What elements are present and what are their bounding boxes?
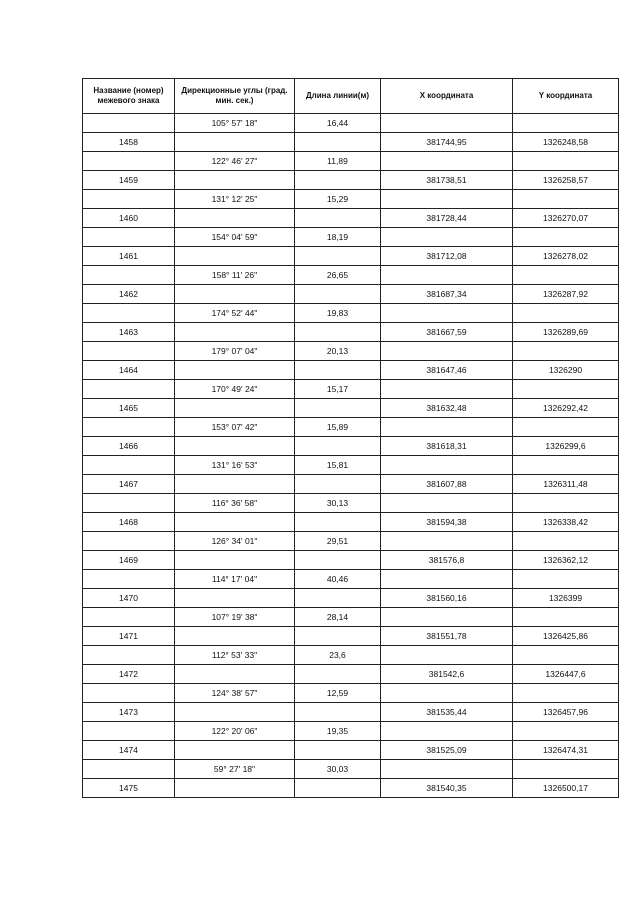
coordinates-table (82, 78, 619, 798)
x-coordinate-cell: 381632,48 (381, 399, 513, 418)
marker-name-cell (83, 380, 175, 399)
line-length-cell: 12,59 (295, 684, 381, 703)
x-coordinate-cell: 381687,34 (381, 285, 513, 304)
table-row (83, 437, 619, 456)
header-marker-name: Название (номер) межевого знака (83, 79, 175, 114)
marker-name-cell (83, 304, 175, 323)
line-length-cell: 19,83 (295, 304, 381, 323)
direction-angle-cell: 112° 53' 33" (175, 646, 295, 665)
marker-name-cell: 1458 (83, 133, 175, 152)
line-length-cell (295, 285, 381, 304)
marker-name-cell: 1462 (83, 285, 175, 304)
table-row (83, 741, 619, 760)
x-coordinate-cell (381, 494, 513, 513)
y-coordinate-cell (513, 760, 619, 779)
line-length-cell (295, 665, 381, 684)
x-coordinate-cell (381, 380, 513, 399)
direction-angle-cell (175, 627, 295, 646)
y-coordinate-cell (513, 608, 619, 627)
y-coordinate-cell: 1326248,58 (513, 133, 619, 152)
y-coordinate-cell (513, 228, 619, 247)
x-coordinate-cell: 381712,08 (381, 247, 513, 266)
marker-name-cell (83, 532, 175, 551)
y-coordinate-cell: 1326270,07 (513, 209, 619, 228)
direction-angle-cell: 124° 38' 57" (175, 684, 295, 703)
marker-name-cell (83, 190, 175, 209)
x-coordinate-cell: 381667,59 (381, 323, 513, 342)
table-row (83, 285, 619, 304)
direction-angle-cell (175, 741, 295, 760)
x-coordinate-cell (381, 190, 513, 209)
marker-name-cell: 1461 (83, 247, 175, 266)
marker-name-cell (83, 722, 175, 741)
y-coordinate-cell (513, 494, 619, 513)
line-length-cell: 23,6 (295, 646, 381, 665)
marker-name-cell (83, 114, 175, 133)
y-coordinate-cell (513, 684, 619, 703)
line-length-cell (295, 247, 381, 266)
header-y-coordinate: Y координата (513, 79, 619, 114)
table-row (83, 190, 619, 209)
line-length-cell (295, 171, 381, 190)
line-length-cell (295, 361, 381, 380)
table-row (83, 703, 619, 722)
direction-angle-cell (175, 399, 295, 418)
direction-angle-cell (175, 513, 295, 532)
header-direction-angle: Дирекционные углы (град. мин. сек.) (175, 79, 295, 114)
marker-name-cell: 1465 (83, 399, 175, 418)
table-row (83, 760, 619, 779)
y-coordinate-cell: 1326292,42 (513, 399, 619, 418)
line-length-cell (295, 513, 381, 532)
x-coordinate-cell: 381728,44 (381, 209, 513, 228)
line-length-cell (295, 133, 381, 152)
table-row (83, 627, 619, 646)
y-coordinate-cell (513, 722, 619, 741)
y-coordinate-cell (513, 266, 619, 285)
direction-angle-cell: 131° 12' 25" (175, 190, 295, 209)
marker-name-cell: 1466 (83, 437, 175, 456)
x-coordinate-cell (381, 760, 513, 779)
line-length-cell: 28,14 (295, 608, 381, 627)
boundary-coordinates-sheet (82, 78, 618, 798)
direction-angle-cell (175, 665, 295, 684)
marker-name-cell: 1468 (83, 513, 175, 532)
y-coordinate-cell (513, 342, 619, 361)
marker-name-cell: 1470 (83, 589, 175, 608)
x-coordinate-cell: 381535,44 (381, 703, 513, 722)
direction-angle-cell (175, 247, 295, 266)
line-length-cell: 19,35 (295, 722, 381, 741)
table-body (83, 114, 619, 798)
x-coordinate-cell: 381540,35 (381, 779, 513, 798)
direction-angle-cell: 126° 34' 01" (175, 532, 295, 551)
x-coordinate-cell: 381647,46 (381, 361, 513, 380)
table-row (83, 646, 619, 665)
direction-angle-cell: 179° 07' 04" (175, 342, 295, 361)
y-coordinate-cell: 1326278,02 (513, 247, 619, 266)
x-coordinate-cell: 381560,16 (381, 589, 513, 608)
direction-angle-cell (175, 589, 295, 608)
x-coordinate-cell (381, 722, 513, 741)
line-length-cell: 30,13 (295, 494, 381, 513)
line-length-cell: 30,03 (295, 760, 381, 779)
line-length-cell (295, 741, 381, 760)
marker-name-cell (83, 152, 175, 171)
marker-name-cell: 1467 (83, 475, 175, 494)
x-coordinate-cell (381, 456, 513, 475)
line-length-cell (295, 589, 381, 608)
direction-angle-cell (175, 361, 295, 380)
x-coordinate-cell (381, 608, 513, 627)
x-coordinate-cell (381, 418, 513, 437)
direction-angle-cell: 158° 11' 26" (175, 266, 295, 285)
line-length-cell: 15,17 (295, 380, 381, 399)
line-length-cell (295, 475, 381, 494)
table-row (83, 304, 619, 323)
table-row (83, 608, 619, 627)
table-row (83, 532, 619, 551)
marker-name-cell (83, 570, 175, 589)
table-row (83, 513, 619, 532)
y-coordinate-cell: 1326258,57 (513, 171, 619, 190)
x-coordinate-cell (381, 304, 513, 323)
direction-angle-cell (175, 209, 295, 228)
table-row (83, 266, 619, 285)
y-coordinate-cell: 1326289,69 (513, 323, 619, 342)
line-length-cell: 16,44 (295, 114, 381, 133)
x-coordinate-cell: 381594,38 (381, 513, 513, 532)
direction-angle-cell (175, 437, 295, 456)
x-coordinate-cell: 381607,88 (381, 475, 513, 494)
y-coordinate-cell (513, 570, 619, 589)
marker-name-cell: 1471 (83, 627, 175, 646)
x-coordinate-cell (381, 684, 513, 703)
y-coordinate-cell: 1326425,86 (513, 627, 619, 646)
marker-name-cell: 1459 (83, 171, 175, 190)
marker-name-cell (83, 494, 175, 513)
x-coordinate-cell (381, 570, 513, 589)
y-coordinate-cell (513, 304, 619, 323)
y-coordinate-cell (513, 418, 619, 437)
marker-name-cell (83, 266, 175, 285)
table-row (83, 779, 619, 798)
line-length-cell (295, 209, 381, 228)
table-row (83, 380, 619, 399)
y-coordinate-cell: 1326362,12 (513, 551, 619, 570)
table-row (83, 494, 619, 513)
table-row (83, 133, 619, 152)
y-coordinate-cell: 1326399 (513, 589, 619, 608)
direction-angle-cell: 122° 46' 27" (175, 152, 295, 171)
line-length-cell: 40,46 (295, 570, 381, 589)
table-row (83, 114, 619, 133)
line-length-cell (295, 323, 381, 342)
y-coordinate-cell (513, 114, 619, 133)
marker-name-cell (83, 228, 175, 247)
line-length-cell (295, 399, 381, 418)
line-length-cell (295, 551, 381, 570)
table-row (83, 551, 619, 570)
table-row (83, 589, 619, 608)
marker-name-cell: 1472 (83, 665, 175, 684)
direction-angle-cell: 107° 19' 38" (175, 608, 295, 627)
marker-name-cell (83, 684, 175, 703)
marker-name-cell (83, 760, 175, 779)
y-coordinate-cell: 1326290 (513, 361, 619, 380)
x-coordinate-cell: 381744,95 (381, 133, 513, 152)
y-coordinate-cell: 1326287,92 (513, 285, 619, 304)
direction-angle-cell: 105° 57' 18" (175, 114, 295, 133)
direction-angle-cell: 154° 04' 59" (175, 228, 295, 247)
marker-name-cell (83, 456, 175, 475)
table-row (83, 399, 619, 418)
x-coordinate-cell (381, 266, 513, 285)
marker-name-cell: 1473 (83, 703, 175, 722)
x-coordinate-cell (381, 532, 513, 551)
y-coordinate-cell: 1326474,31 (513, 741, 619, 760)
table-row (83, 570, 619, 589)
x-coordinate-cell (381, 342, 513, 361)
table-row (83, 475, 619, 494)
direction-angle-cell: 122° 20' 06" (175, 722, 295, 741)
marker-name-cell (83, 608, 175, 627)
direction-angle-cell (175, 133, 295, 152)
marker-name-cell (83, 418, 175, 437)
y-coordinate-cell (513, 152, 619, 171)
table-row (83, 228, 619, 247)
table-row (83, 209, 619, 228)
marker-name-cell: 1475 (83, 779, 175, 798)
table-row (83, 456, 619, 475)
line-length-cell: 15,81 (295, 456, 381, 475)
table-row (83, 684, 619, 703)
line-length-cell: 11,89 (295, 152, 381, 171)
line-length-cell: 15,89 (295, 418, 381, 437)
direction-angle-cell: 131° 16' 53" (175, 456, 295, 475)
table-row (83, 418, 619, 437)
y-coordinate-cell (513, 646, 619, 665)
marker-name-cell: 1463 (83, 323, 175, 342)
x-coordinate-cell: 381525,09 (381, 741, 513, 760)
direction-angle-cell (175, 285, 295, 304)
x-coordinate-cell: 381551,78 (381, 627, 513, 646)
line-length-cell (295, 437, 381, 456)
table-row (83, 171, 619, 190)
y-coordinate-cell: 1326500,17 (513, 779, 619, 798)
table-row (83, 152, 619, 171)
direction-angle-cell (175, 171, 295, 190)
direction-angle-cell (175, 323, 295, 342)
direction-angle-cell (175, 779, 295, 798)
x-coordinate-cell (381, 114, 513, 133)
table-header-row (83, 79, 619, 114)
line-length-cell: 20,13 (295, 342, 381, 361)
direction-angle-cell: 153° 07' 42" (175, 418, 295, 437)
direction-angle-cell (175, 475, 295, 494)
table-row (83, 361, 619, 380)
line-length-cell: 26,65 (295, 266, 381, 285)
table-row (83, 342, 619, 361)
x-coordinate-cell: 381618,31 (381, 437, 513, 456)
y-coordinate-cell (513, 190, 619, 209)
marker-name-cell: 1474 (83, 741, 175, 760)
y-coordinate-cell (513, 456, 619, 475)
x-coordinate-cell: 381542,6 (381, 665, 513, 684)
direction-angle-cell: 114° 17' 04" (175, 570, 295, 589)
x-coordinate-cell: 381576,8 (381, 551, 513, 570)
marker-name-cell (83, 646, 175, 665)
header-x-coordinate: X координата (381, 79, 513, 114)
y-coordinate-cell: 1326457,96 (513, 703, 619, 722)
line-length-cell: 18,19 (295, 228, 381, 247)
direction-angle-cell (175, 551, 295, 570)
marker-name-cell (83, 342, 175, 361)
y-coordinate-cell: 1326299,6 (513, 437, 619, 456)
y-coordinate-cell: 1326311,48 (513, 475, 619, 494)
y-coordinate-cell (513, 380, 619, 399)
x-coordinate-cell (381, 228, 513, 247)
line-length-cell: 29,51 (295, 532, 381, 551)
table-row (83, 665, 619, 684)
x-coordinate-cell (381, 646, 513, 665)
direction-angle-cell: 59° 27' 18" (175, 760, 295, 779)
y-coordinate-cell: 1326447,6 (513, 665, 619, 684)
direction-angle-cell (175, 703, 295, 722)
marker-name-cell: 1469 (83, 551, 175, 570)
direction-angle-cell: 174° 52' 44" (175, 304, 295, 323)
marker-name-cell: 1460 (83, 209, 175, 228)
marker-name-cell: 1464 (83, 361, 175, 380)
line-length-cell (295, 627, 381, 646)
y-coordinate-cell: 1326338,42 (513, 513, 619, 532)
line-length-cell (295, 703, 381, 722)
table-row (83, 323, 619, 342)
y-coordinate-cell (513, 532, 619, 551)
direction-angle-cell: 170° 49' 24" (175, 380, 295, 399)
direction-angle-cell: 116° 36' 58" (175, 494, 295, 513)
x-coordinate-cell (381, 152, 513, 171)
table-row (83, 247, 619, 266)
table-row (83, 722, 619, 741)
line-length-cell (295, 779, 381, 798)
line-length-cell: 15,29 (295, 190, 381, 209)
x-coordinate-cell: 381738,51 (381, 171, 513, 190)
header-line-length: Длина линии(м) (295, 79, 381, 114)
